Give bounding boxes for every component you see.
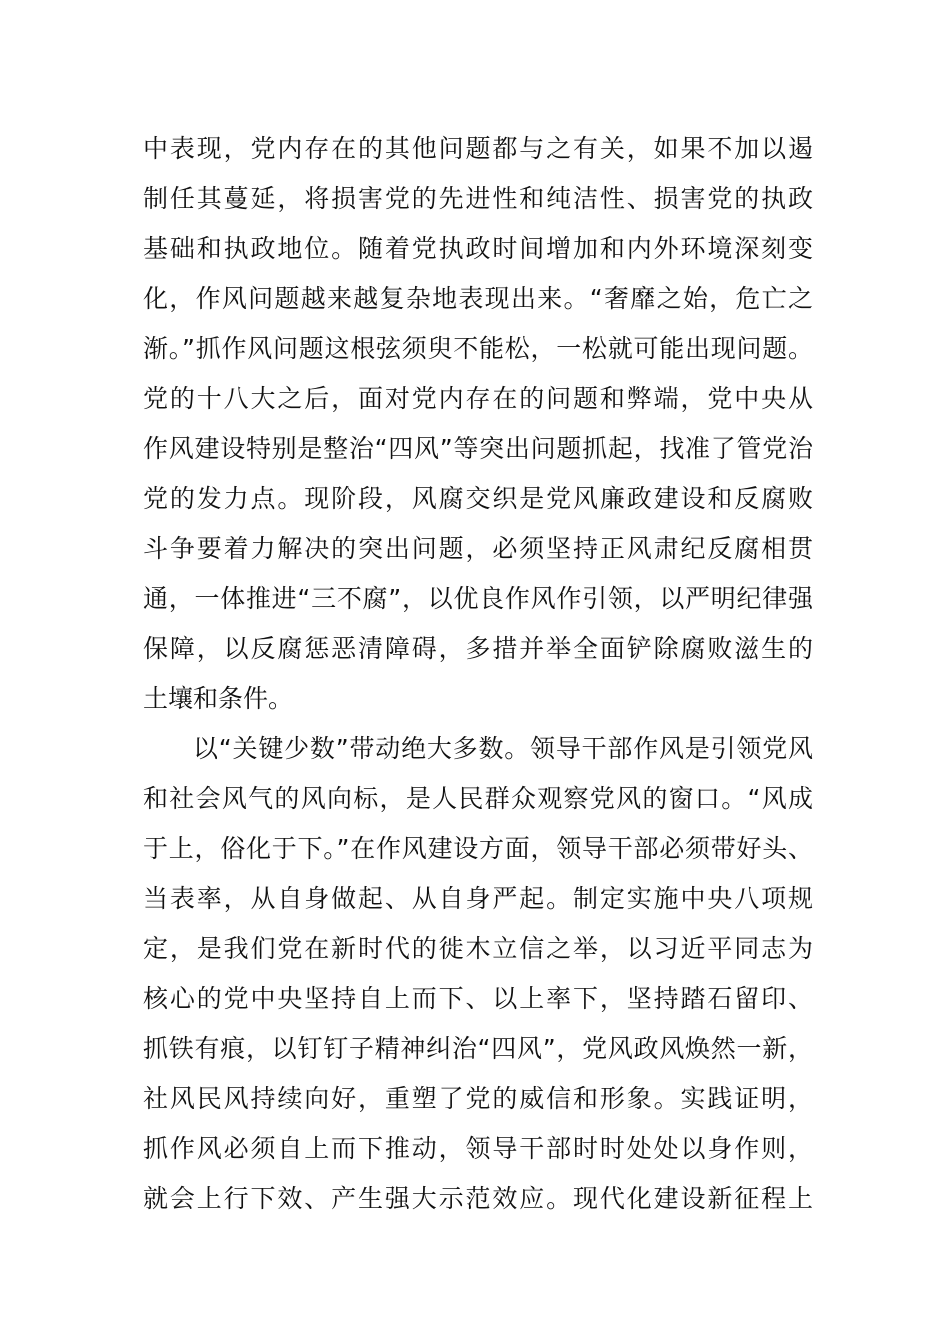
text-line: 斗争要着力解决的突出问题，必须坚持正风肃纪反腐相贯 (143, 534, 813, 563)
body-text (143, 124, 813, 1224)
text-line: 和社会风气的风向标，是人民群众观察党风的窗口。“风成 (143, 784, 813, 813)
text-line: 就会上行下效、产生强大示范效应。现代化建设新征程上 (143, 1184, 813, 1213)
text-line: 土壤和条件。 (143, 684, 294, 713)
text-line: 党的发力点。现阶段，风腐交织是党风廉政建设和反腐败 (143, 484, 813, 513)
text-line: 当表率，从自身做起、从自身严起。制定实施中央八项规 (143, 884, 813, 913)
text-line: 渐。”抓作风问题这根弦须臾不能松，一松就可能出现问题。 (143, 334, 813, 363)
text-line: 抓铁有痕，以钉钉子精神纠治“四风”，党风政风焕然一新， (143, 1034, 813, 1063)
text-line: 制任其蔓延，将损害党的先进性和纯洁性、损害党的执政 (143, 184, 813, 213)
paragraph-first-line: 以“关键少数”带动绝大多数。领导干部作风是引领党风 (193, 734, 813, 763)
text-line: 通，一体推进“三不腐”，以优良作风作引领，以严明纪律强 (143, 584, 813, 613)
text-line: 定，是我们党在新时代的徙木立信之举，以习近平同志为 (143, 934, 813, 963)
text-line: 于上，俗化于下。”在作风建设方面，领导干部必须带好头、 (143, 834, 813, 863)
text-line: 抓作风必须自上而下推动，领导干部时时处处以身作则， (143, 1134, 813, 1163)
text-line: 社风民风持续向好，重塑了党的威信和形象。实践证明， (143, 1084, 813, 1113)
text-line: 保障，以反腐惩恶清障碍，多措并举全面铲除腐败滋生的 (143, 634, 813, 663)
text-line: 作风建设特别是整治“四风”等突出问题抓起，找准了管党治 (143, 434, 813, 463)
text-line: 基础和执政地位。随着党执政时间增加和内外环境深刻变 (143, 234, 813, 263)
text-line: 核心的党中央坚持自上而下、以上率下，坚持踏石留印、 (143, 984, 813, 1013)
text-line: 中表现，党内存在的其他问题都与之有关，如果不加以遏 (143, 134, 813, 163)
text-line: 党的十八大之后，面对党内存在的问题和弊端，党中央从 (143, 384, 813, 413)
text-line: 化，作风问题越来越复杂地表现出来。“奢靡之始，危亡之 (143, 284, 813, 313)
